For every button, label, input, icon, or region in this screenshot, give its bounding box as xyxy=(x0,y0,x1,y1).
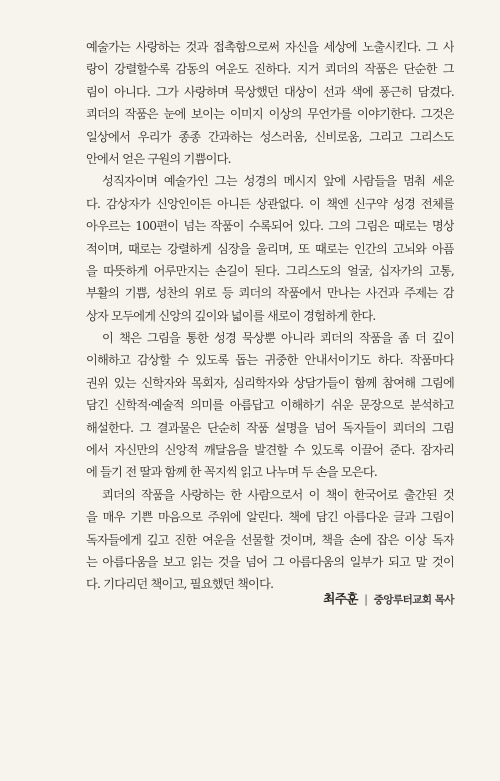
text-line: 다. 기다리던 책이고, 필요했던 책이다. xyxy=(86,577,274,592)
text-line: 해설한다. 그 결과물은 단순히 작품 설명을 넘어 독자들이 쾨더의 그림 xyxy=(86,420,454,435)
author-role: 중앙루터교회 목사 xyxy=(373,594,454,606)
paragraph-1 xyxy=(86,36,454,170)
text-line: 이 책은 그림을 통한 성경 묵상뿐 아니라 쾨더의 작품을 좀 더 깊이 xyxy=(102,331,454,346)
text-line: 부활의 기쁨, 성찬의 위로 등 쾨더의 작품에서 만나는 사건과 주제는 감 xyxy=(86,286,454,301)
text-line: 을 매우 기쁜 마음으로 주위에 알린다. 책에 담긴 아름다운 글과 그림이 xyxy=(86,510,454,525)
text-line: 안에서 얻은 구원의 기쁨이다. xyxy=(86,151,231,166)
paragraph-2 xyxy=(86,170,454,327)
text-line: 림이 아니다. 그가 사랑하며 묵상했던 대상이 선과 색에 퐁근히 담겼다. xyxy=(86,84,454,99)
text-line: 담긴 신학적·예술적 의미를 아름답고 이해하기 쉬운 문장으로 분석하고 xyxy=(86,398,454,413)
text-line: 에 들기 전 딸과 함께 한 꼭지씩 읽고 나누며 두 손을 모은다. xyxy=(86,465,378,480)
paragraph-3 xyxy=(86,327,454,484)
text-line: 예술가는 사랑하는 것과 접촉함으로써 자신을 세상에 노출시킨다. 그 사 xyxy=(86,40,454,54)
text-line: 독자들에게 깊고 진한 여운을 선물할 것이며, 책을 손에 잡은 이상 독자 xyxy=(86,532,454,547)
text-line: 는 아름다움을 보고 읽는 것을 넘어 그 아름다움의 일부가 되고 말 것이 xyxy=(86,554,454,569)
text-line: 다. 감상자가 신앙인이든 아니든 상관없다. 이 책엔 신구약 성경 전체를 xyxy=(86,196,454,211)
signature xyxy=(323,589,454,610)
text-line: 적이며, 때로는 강렬하게 심장을 울리며, 또 때로는 인간의 고뇌와 아픔 xyxy=(86,241,454,256)
text-line: 쾨더의 작품을 사랑하는 한 사람으로서 이 책이 한국어로 출간된 것 xyxy=(102,487,454,502)
author-name: 최주훈 xyxy=(323,591,358,606)
text-line: 상자 모두에게 신앙의 깊이와 넓이를 새로이 경험하게 한다. xyxy=(86,308,376,323)
body-text xyxy=(86,36,454,596)
text-line: 일상에서 우리가 종종 간과하는 성스러움, 신비로움, 그리고 그리스도 xyxy=(86,129,454,144)
text-line: 쾨더의 작품은 눈에 보이는 이미지 이상의 무언가를 이야기한다. 그것은 xyxy=(86,107,454,122)
text-line: 성직자이며 예술가인 그는 성경의 메시지 앞에 사람들을 멈춰 세운 xyxy=(102,174,454,189)
text-line: 이해하고 감상할 수 있도록 돕는 귀중한 안내서이기도 하다. 작품마다 xyxy=(86,353,454,368)
text-line: 을 따뜻하게 어루만지는 손길이 된다. 그리스도의 얼굴, 십자가의 고통, xyxy=(86,263,454,278)
text-line: 권위 있는 신학자와 목회자, 심리학자와 상담가들이 함께 참여해 그림에 xyxy=(86,375,454,390)
signature-separator: | xyxy=(364,592,368,606)
text-line: 에서 자신만의 신앙적 깨달음을 발견할 수 있도록 이끌어 준다. 잠자리 xyxy=(86,443,454,458)
text-line: 아우르는 100편이 넘는 작품이 수록되어 있다. 그의 그림은 때로는 명상 xyxy=(86,219,454,234)
paragraph-4 xyxy=(86,484,454,596)
text-line: 랑이 강렬할수록 감동의 여운도 진하다. 지거 쾨더의 작품은 단순한 그 xyxy=(86,62,454,77)
